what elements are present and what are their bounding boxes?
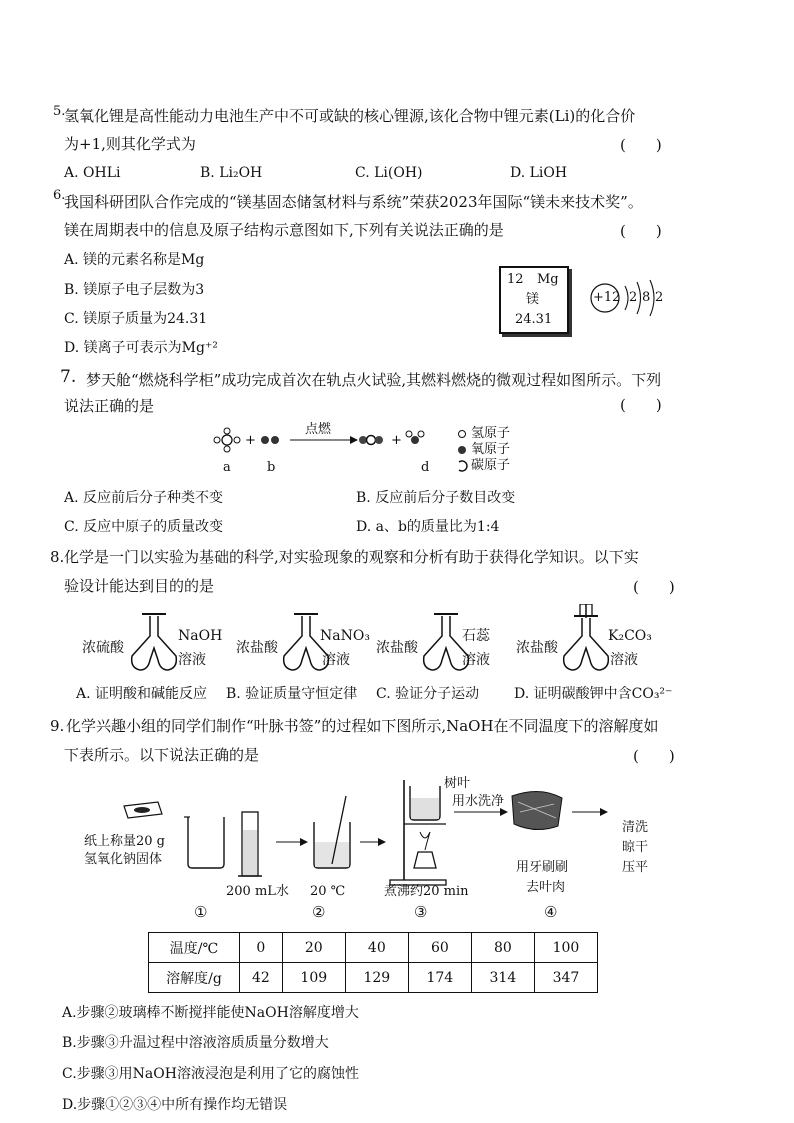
q5-option-d: D. LiOH [510,165,568,181]
table-cell-header: 温度/℃ [149,933,240,963]
experiment-setup-4 [516,604,666,680]
q5-option-b: B. Li₂OH [200,165,263,181]
atom-shell-3: 2 [655,290,664,305]
q5-option-a: A. OHLi [64,165,121,181]
table-cell: 100 [534,933,597,963]
legend-oxygen: 氧原子 [471,442,511,457]
q7-option-d: D. a、b的质量比为1:4 [356,519,500,535]
q7-text-line2: 说法正确的是 [64,397,155,415]
step-marker-4: ④ [544,903,558,921]
table-cell-header: 溶解度/g [149,963,240,993]
experiment-setup-2 [236,610,386,680]
table-row [149,963,598,993]
final-step-clean: 清洗 [622,820,649,835]
molecule-label-d: d [421,460,430,475]
setup-3-right-reagent: 石蕊 [462,628,490,644]
table-row [149,933,598,963]
q6-option-d: D. 镁离子可表示为Mg⁺² [64,340,218,356]
arrow-label: 点燃 [305,422,332,437]
q8-option-c: C. 验证分子运动 [376,686,480,702]
q9-option-a: A.步骤②玻璃棒不断搅拌能使NaOH溶解度增大 [62,1005,359,1021]
tile-element-name: 镁 [526,292,540,307]
q9-option-b: B.步骤③升温过程中溶液溶质质量分数增大 [62,1035,329,1051]
q8-text-line2: 验设计能达到目的的是 [64,577,215,595]
tile-atomic-number: 12 [507,272,524,287]
svg-text:+: + [391,433,402,448]
setup-2-right-solution: 溶液 [322,652,350,668]
experiment-setup-1 [82,610,232,680]
q5-answer-paren: ( ) [620,136,662,154]
q8-text-line1: 化学是一门以实验为基础的科学,对实验现象的观察和分析有助于获得化学知识。以下实 [64,548,639,566]
q7-option-a: A. 反应前后分子种类不变 [64,490,224,506]
atom-nucleus-charge: +12 [593,290,621,305]
experiment-setup-3 [376,610,526,680]
step-marker-3: ③ [414,903,428,921]
table-cell: 80 [471,933,534,963]
setup-4-left-reagent: 浓盐酸 [516,640,558,656]
q5-number: 5. [53,104,66,119]
brush-label-2: 去叶肉 [526,880,566,895]
final-step-press: 压平 [622,860,649,875]
q8-option-b: B. 验证质量守恒定律 [226,686,358,702]
reaction-diagram [205,420,535,480]
q6-option-c: C. 镁原子质量为24.31 [64,311,208,327]
table-cell: 20 [282,933,345,963]
leaf-label: 树叶 [444,776,471,791]
temperature-label: 20 ℃ [310,884,346,899]
y-tube-drawing [124,610,184,678]
setup-1-right-solution: 溶液 [178,652,206,668]
final-step-dry: 晾干 [622,840,649,855]
setup-3-right-solution: 溶液 [462,652,490,668]
q6-option-a: A. 镁的元素名称是Mg [64,252,205,268]
boil-label: 煮沸约20 min [384,884,469,899]
q9-number: 9. [50,717,65,735]
table-cell: 40 [345,933,408,963]
q8-number: 8. [50,548,65,566]
setup-1-left-reagent: 浓硫酸 [82,640,124,656]
periodic-table-tile [499,266,569,334]
q8-option-d: D. 证明碳酸钾中含CO₃²⁻ [514,686,673,702]
molecule-label-a: a [223,460,231,475]
setup-4-right-reagent: K₂CO₃ [608,628,652,644]
solubility-table [148,932,598,993]
tile-atomic-mass: 24.31 [515,312,553,327]
table-cell: 0 [240,933,283,963]
setup-1-right-reagent: NaOH [178,628,223,644]
legend-carbon: 碳原子 [471,458,511,473]
q9-text-line1: 化学兴趣小组的同学们制作“叶脉书签”的过程如下图所示,NaOH在不同温度下的溶解度如 [66,717,659,735]
q8-option-a: A. 证明酸和碱能反应 [76,686,208,702]
q9-option-d: D.步骤①②③④中所有操作均无错误 [62,1097,288,1113]
q5-text-line2: 为+1,则其化学式为 [64,135,196,153]
q6-answer-paren: ( ) [620,222,662,240]
table-cell: 109 [282,963,345,993]
wash-label: 用水洗净 [452,794,505,809]
q9-option-c: C.步骤③用NaOH溶液浸泡是利用了它的腐蚀性 [62,1066,359,1082]
legend-hydrogen: 氢原子 [471,426,511,441]
setup-2-left-reagent: 浓盐酸 [236,640,278,656]
atomic-structure-diagram [585,276,685,320]
brush-label-1: 用牙刷刷 [516,860,569,875]
table-cell: 42 [240,963,283,993]
setup-3-left-reagent: 浓盐酸 [376,640,418,656]
leaf-bookmark-process [80,772,700,922]
setup-4-right-solution: 溶液 [610,652,638,668]
step1-solid-label: 氢氧化钠固体 [84,852,163,867]
q9-answer-paren: ( ) [633,747,675,765]
q6-option-b: B. 镁原子电子层数为3 [64,282,205,298]
q7-option-b: B. 反应前后分子数目改变 [356,490,516,506]
step1-weigh-label: 纸上称量20 g [84,834,165,849]
q7-option-c: C. 反应中原子的质量改变 [64,519,224,535]
molecule-label-b: b [267,460,276,475]
q7-text-line1: 梦天舱“燃烧科学柜”成功完成首次在轨点火试验,其燃料燃烧的微观过程如图所示。下列 [86,371,662,389]
table-cell: 314 [471,963,534,993]
q7-number: 7. [60,367,77,387]
step-marker-1: ① [194,903,208,921]
table-cell: 347 [534,963,597,993]
setup-2-right-reagent: NaNO₃ [320,628,370,644]
tile-symbol: Mg [537,272,559,287]
atom-shell-1: 2 [629,290,638,305]
legend-atom-symbols [456,428,470,478]
q8-answer-paren: ( ) [633,578,675,596]
q6-number: 6. [53,188,66,203]
atom-shell-2: 8 [642,290,651,305]
y-tube-drawing [556,604,616,678]
q6-text-line1: 我国科研团队合作完成的“镁基固态储氢材料与系统”荣获2023年国际“镁未来技术奖”。 [64,193,643,211]
table-cell: 60 [408,933,471,963]
table-cell: 129 [345,963,408,993]
table-cell: 174 [408,963,471,993]
q9-text-line2: 下表所示。以下说法正确的是 [64,746,260,764]
q5-option-c: C. Li(OH) [355,165,423,181]
q6-text-line2: 镁在周期表中的信息及原子结构示意图如下,下列有关说法正确的是 [64,221,504,239]
q5-text-line1: 氢氧化锂是高性能动力电池生产中不可或缺的核心锂源,该化合物中锂元素(Li)的化合价 [64,107,636,125]
step-marker-2: ② [312,903,326,921]
svg-text:+: + [245,433,256,448]
water-volume-label: 200 mL水 [226,884,289,899]
q7-answer-paren: ( ) [620,396,662,414]
